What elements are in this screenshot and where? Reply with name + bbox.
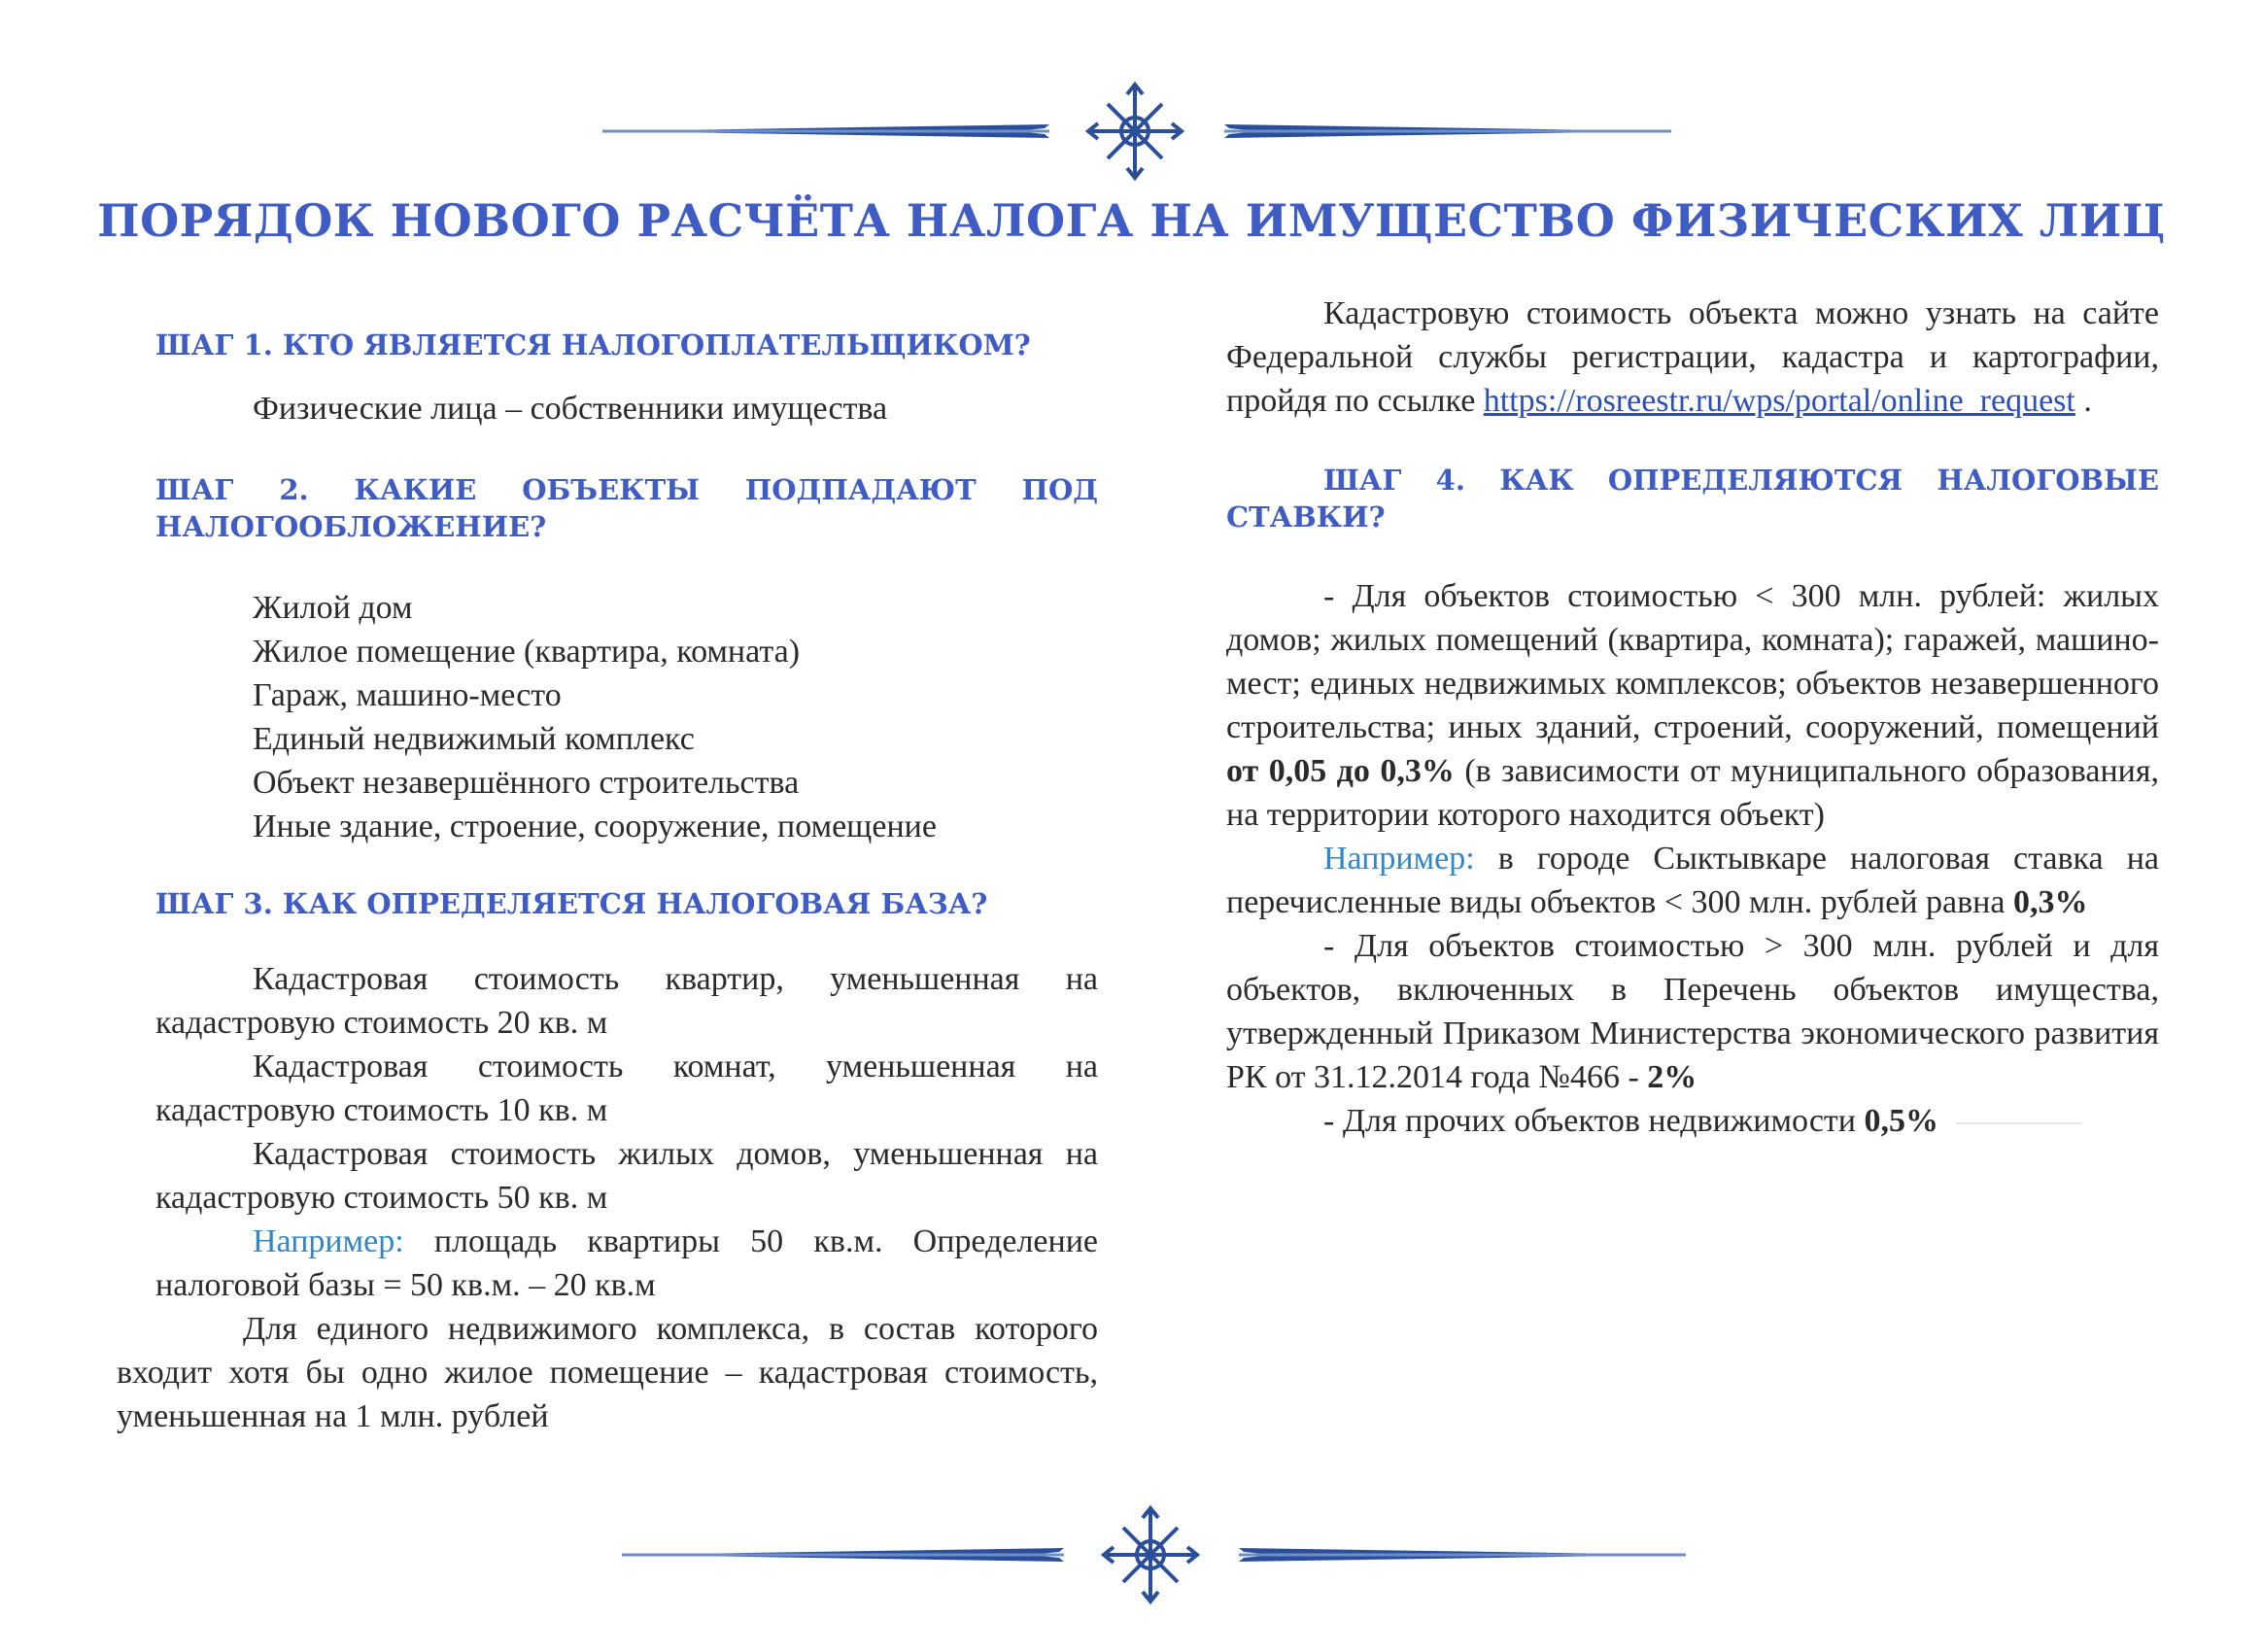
top-ornament	[0, 78, 2263, 185]
rate-text: - Для объектов стоимостью > 300 млн. рублей и для объектов, включенных в Перечень объектов имущества, утвержденный Приказом Министерства экономического развития РК от 31.12.2014 года №466 -	[1226, 928, 2159, 1095]
rate-paragraph	[1226, 924, 2159, 1099]
snowflake-icon	[1104, 1508, 1197, 1601]
rate-paragraph	[1226, 1099, 2159, 1143]
step-3-paragraph: Кадастровая стоимость жилых домов, уменьшенная на кадастровую стоимость 50 кв. м	[155, 1136, 1098, 1216]
list-item: Гараж, машино-место	[253, 677, 562, 713]
example-text: в городе Сыктывкаре налоговая ставка на перечисленные виды объектов < 300 млн. рублей равна	[1226, 841, 2159, 920]
step-3-paragraph: Для единого недвижимого комплекса, в состав которого входит хотя бы одно жилое помещение – кадастровая стоимость, уменьшенная на 1 млн. рублей	[117, 1311, 1098, 1434]
right-column	[1226, 292, 2159, 1143]
rate-value: 0,5%	[1864, 1103, 1938, 1139]
step-4-heading: ШАГ 4. КАК ОПРЕДЕЛЯЮТСЯ НАЛОГОВЫЕ СТАВКИ?	[1226, 464, 2159, 533]
rate-paragraph	[1226, 574, 2159, 837]
step-3-paragraph: Кадастровая стоимость квартир, уменьшенная на кадастровую стоимость 20 кв. м	[155, 961, 1098, 1041]
list-item: Иные здание, строение, сооружение, помещение	[253, 809, 937, 844]
divider	[1956, 1122, 2082, 1124]
snowflake-icon	[1088, 85, 1182, 178]
list-item: Единый недвижимый комплекс	[253, 721, 695, 757]
rate-value: 2%	[1647, 1059, 1697, 1095]
list-item: Объект незавершённого строительства	[253, 765, 800, 801]
objects-list	[155, 586, 1098, 848]
rosreestr-link[interactable]: https://rosreestr.ru/wps/portal/online_request	[1483, 383, 2075, 419]
rate-note: (в зависимости от муниципального образования, на территории которого находится объект)	[1226, 753, 2160, 833]
list-item: Жилое помещение (квартира, комната)	[253, 634, 801, 670]
cadastre-paragraph	[1226, 292, 2159, 423]
punctuation: .	[2083, 383, 2092, 419]
rate-example	[1226, 837, 2159, 924]
rate-text: - Для объектов стоимостью < 300 млн. рублей: жилых домов; жилых помещений (квартира, комната); гаражей, машино-мест; единых недвижимых комплексов; объектов незавершенного строительства; иных зданий, строений, сооружений, помещений	[1226, 578, 2159, 745]
bottom-ornament	[0, 1501, 2263, 1608]
example-text: площадь квартиры 50 кв.м. Определение налоговой базы = 50 кв.м. – 20 кв.м	[155, 1223, 1099, 1303]
rate-value: 0,3%	[2012, 884, 2088, 920]
list-item: Жилой дом	[253, 590, 413, 626]
ornament-right-swash	[1239, 1548, 1686, 1562]
ornament-left-swash	[602, 124, 1049, 138]
step-3-heading: ШАГ 3. КАК ОПРЕДЕЛЯЕТСЯ НАЛОГОВАЯ БАЗА?	[155, 887, 988, 920]
example-label: Например:	[1323, 841, 1475, 877]
example-label: Например:	[253, 1223, 404, 1259]
left-column	[117, 292, 1099, 1438]
step-2-heading: ШАГ 2. КАКИЕ ОБЪЕКТЫ ПОДПАДАЮТ ПОД НАЛОГООБЛОЖЕНИЕ?	[155, 473, 1098, 543]
ornament-right-swash	[1224, 124, 1671, 138]
step-3-example	[155, 1220, 1098, 1307]
rate-value: от 0,05 до 0,3%	[1226, 753, 1455, 789]
rate-text: - Для прочих объектов недвижимости	[1323, 1103, 1856, 1139]
ornament-left-swash	[622, 1548, 1064, 1562]
step-1-heading: ШАГ 1. КТО ЯВЛЯЕТСЯ НАЛОГОПЛАТЕЛЬЩИКОМ?	[155, 328, 1031, 361]
page-title: ПОРЯДОК НОВОГО РАСЧЁТА НАЛОГА НА ИМУЩЕСТВО ФИЗИЧЕСКИХ ЛИЦ	[97, 194, 2166, 247]
step-1-text: Физические лица – собственники имущества	[253, 391, 888, 427]
step-3-paragraph: Кадастровая стоимость комнат, уменьшенная на кадастровую стоимость 10 кв. м	[155, 1049, 1098, 1128]
cadastre-text: Кадастровую стоимость объекта можно узнать на сайте Федеральной службы регистрации, кадастра и картографии, пройдя по ссылке	[1226, 295, 2159, 419]
